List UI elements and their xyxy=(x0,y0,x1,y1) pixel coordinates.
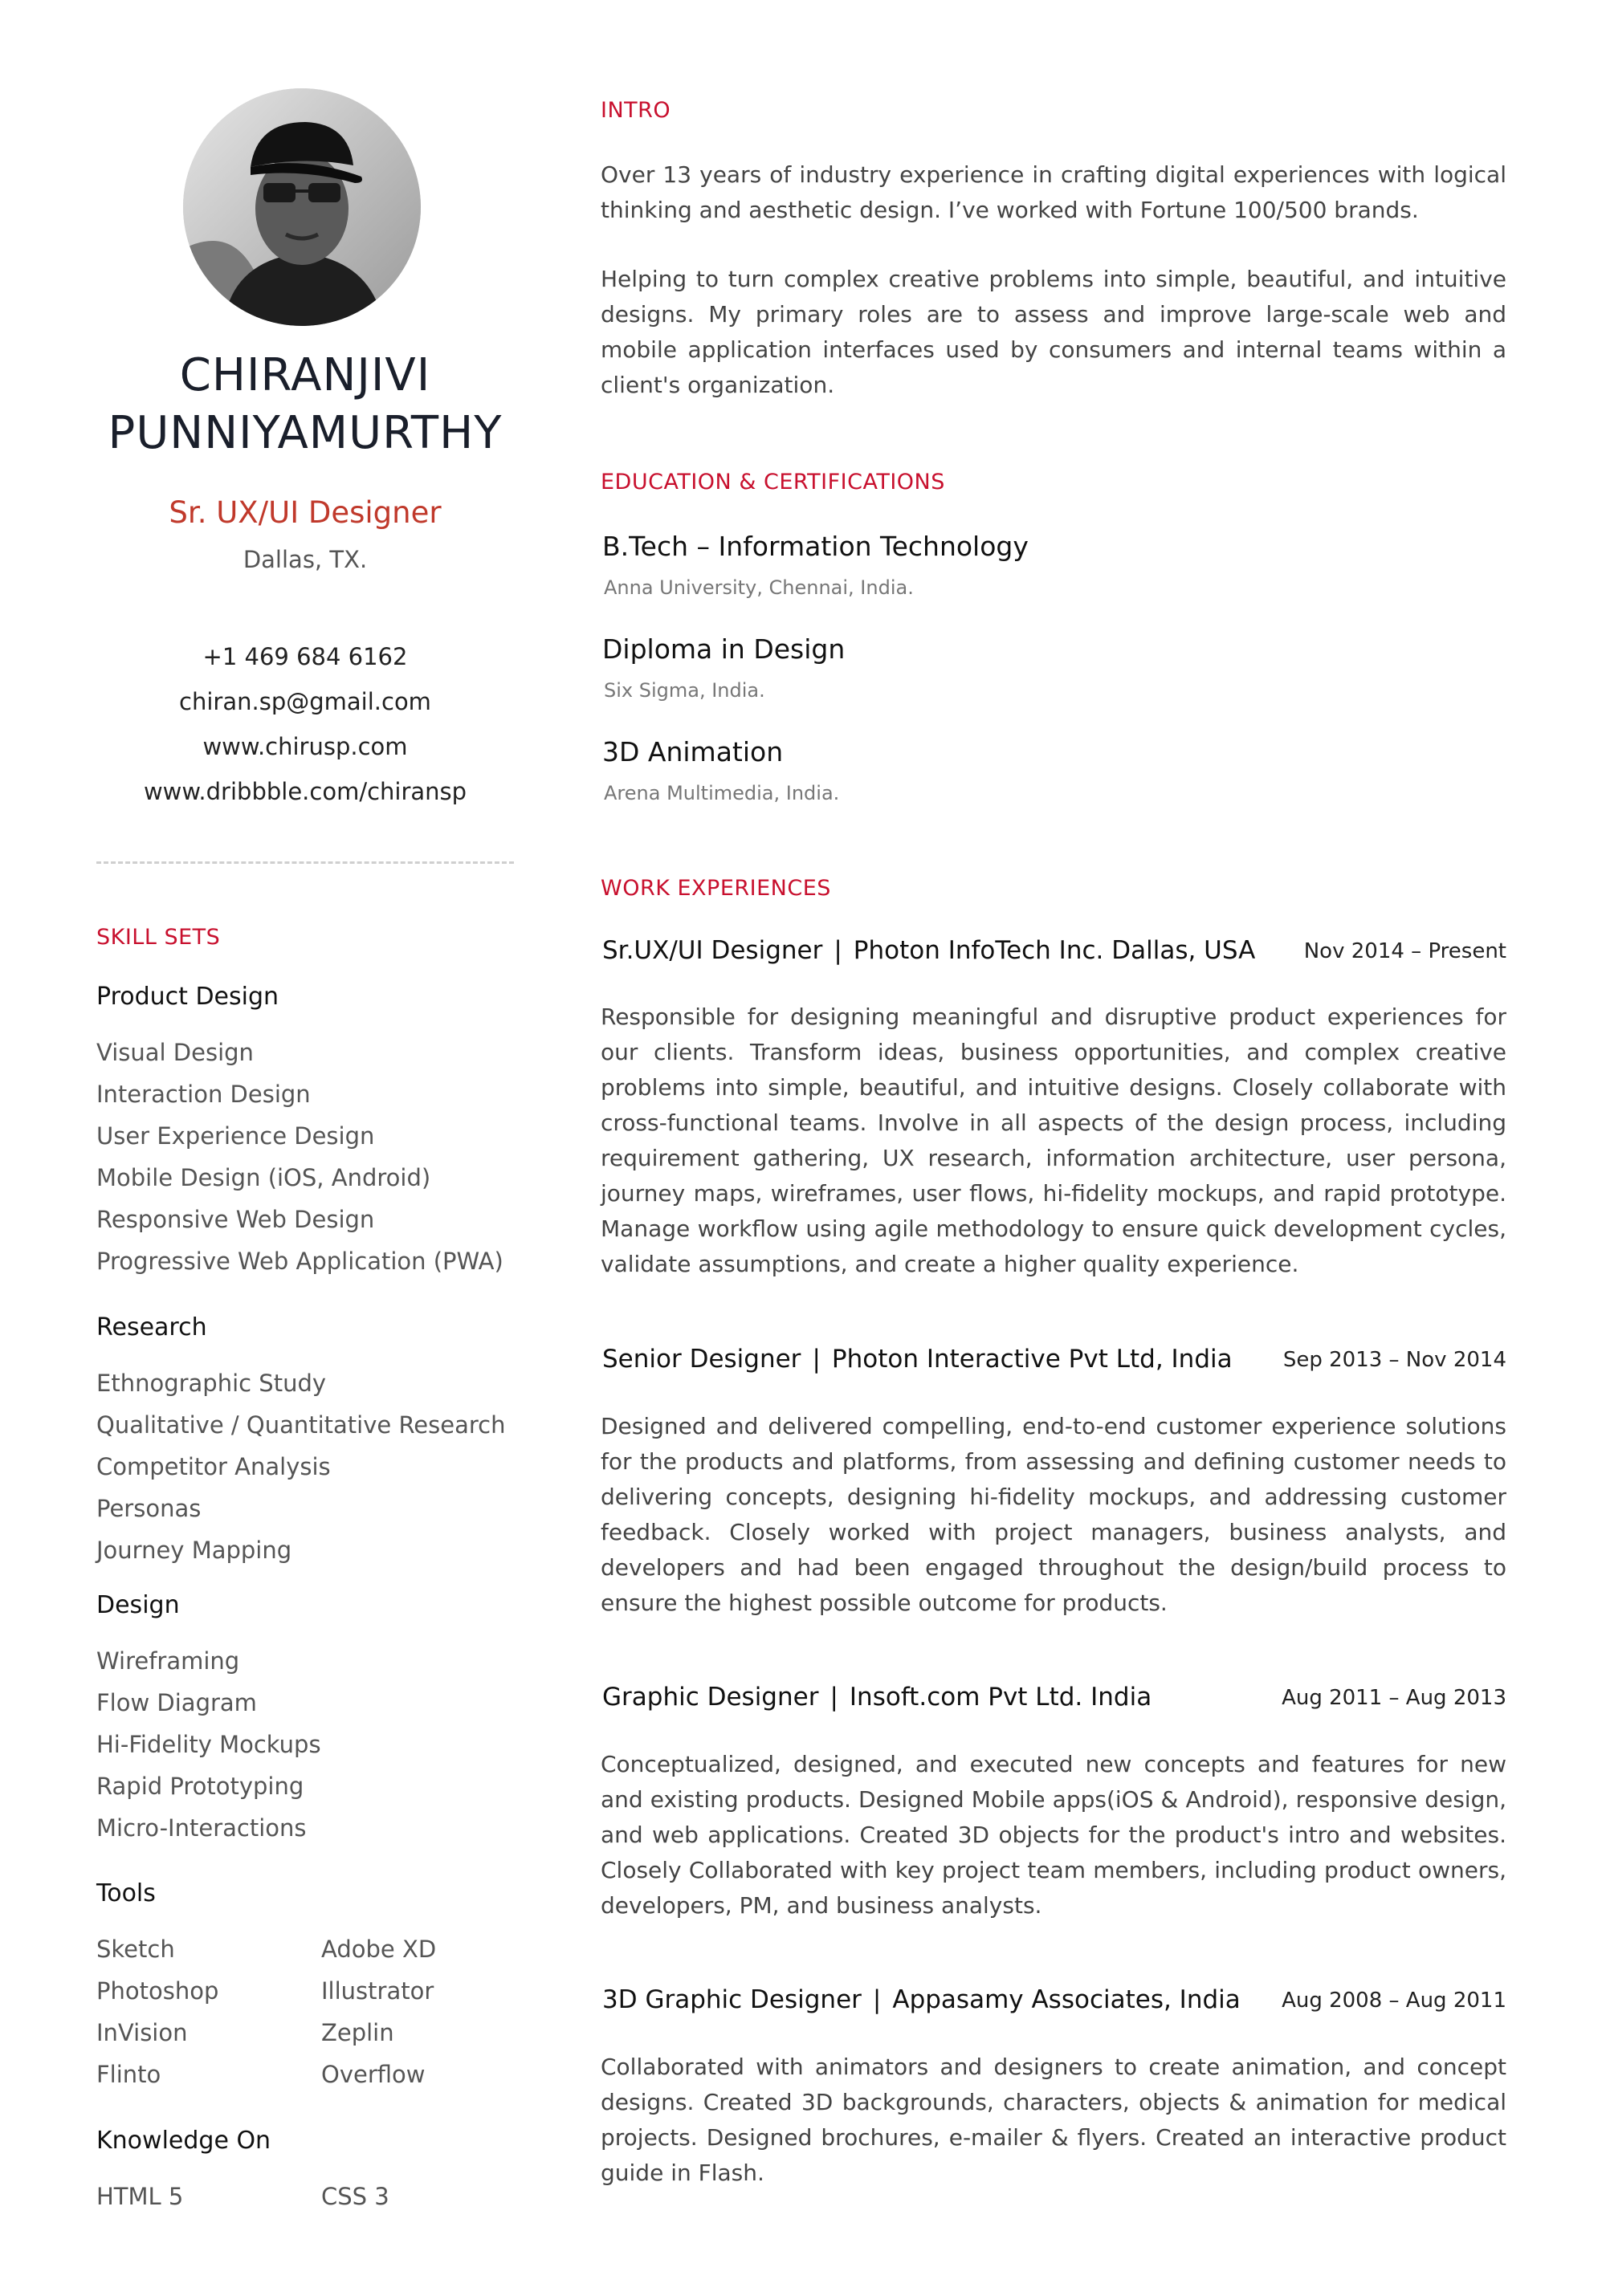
list-item: Adobe XD xyxy=(321,1936,437,1963)
name-last: PUNNIYAMURTHY xyxy=(108,407,503,459)
job-date: Aug 2011 – Aug 2013 xyxy=(1282,1686,1506,1710)
contact-info xyxy=(96,634,514,814)
list-item: Micro-Interactions xyxy=(96,1814,307,1842)
list-item: Progressive Web Application (PWA) xyxy=(96,1248,503,1275)
education-institution: Six Sigma, India. xyxy=(604,679,765,702)
education-title: 3D Animation xyxy=(602,736,784,767)
list-item: Visual Design xyxy=(96,1039,254,1066)
education-institution: Anna University, Chennai, India. xyxy=(604,576,914,599)
full-name xyxy=(96,347,514,462)
email-link[interactable]: chiran.sp@gmail.com xyxy=(179,688,431,715)
list-item: Hi-Fidelity Mockups xyxy=(96,1731,321,1758)
job-description: Designed and delivered compelling, end-to-end customer experience solutions for the products and platforms, from assessing and defining customer needs to delivering concepts, designing hi-fidelity mockups, and addressing customer feedback. Closely worked with project managers, business analysts, and developers and had been engaged throughout the design/build process to ensure the highest possible outcome for products. xyxy=(601,1413,1506,1616)
list-item: User Experience Design xyxy=(96,1122,375,1150)
skill-list-knowledge xyxy=(96,2176,514,2217)
job-description: Responsible for designing meaningful and disruptive product experiences for our clients. Transform ideas, business opportunities, and complex creative problems into simple, beautiful, and intuitive designs. Closely collaborate with cross-functional teams. Involve in all aspects of the design process, including requirement gathering, UX research, information architecture, user persona, journey maps, wireframes, user flows, hi-fidelity mockups, and rapid prototype. Manage workflow using agile methodology to ensure quick development cycles, validate assumptions, and create a higher quality experience. xyxy=(601,1003,1506,1277)
website-link[interactable]: www.chirusp.com xyxy=(202,733,408,760)
skill-list-design xyxy=(96,1640,321,1849)
job-description: Collaborated with animators and designers to create animation, and concept designs. Created 3D backgrounds, characters, objects & animation for medical projects. Designed brochures, e-mailer & flyers. Created an interactive product guide in Flash. xyxy=(601,2054,1506,2186)
intro-paragraph-1: Over 13 years of industry experience in crafting digital experiences with logical thinking and aesthetic design. I’ve worked with Fortune 100/500 brands. xyxy=(601,161,1506,223)
education-title: B.Tech – Information Technology xyxy=(602,531,1029,562)
intro-paragraph-2: Helping to turn complex creative problems into simple, beautiful, and intuitive designs. My primary roles are to assess and improve large-scale web and mobile application interfaces used by consumers and internal teams within a client's organization. xyxy=(601,266,1506,398)
skill-group-knowledge: Knowledge On xyxy=(96,2127,271,2155)
phone-number[interactable]: +1 469 684 6162 xyxy=(202,643,408,670)
list-item: Photoshop xyxy=(96,1977,219,2005)
skills-heading: SKILL SETS xyxy=(96,925,221,950)
education-heading: EDUCATION & CERTIFICATIONS xyxy=(601,470,945,495)
job-role: Sr. UX/UI Designer xyxy=(169,495,442,530)
job-date: Sep 2013 – Nov 2014 xyxy=(1282,1348,1506,1372)
job-company: Appasamy Associates, India xyxy=(892,1985,1241,2014)
list-item: Sketch xyxy=(96,1936,175,1963)
list-item: Personas xyxy=(96,1495,202,1522)
list-item: CSS 3 xyxy=(321,2183,389,2210)
job-role: Graphic Designer xyxy=(602,1683,819,1712)
avatar xyxy=(183,88,421,326)
job-title: Sr.UX/UI Designer | Photon InfoTech Inc. Dallas, USA xyxy=(602,936,1256,965)
skill-list-research xyxy=(96,1362,505,1571)
job-role: Senior Designer xyxy=(602,1345,801,1374)
work-heading: WORK EXPERIENCES xyxy=(601,876,831,901)
job-date: Nov 2014 – Present xyxy=(1303,939,1506,963)
skill-list-product-design xyxy=(96,1032,503,1282)
list-item: Flow Diagram xyxy=(96,1689,257,1716)
education-institution: Arena Multimedia, India. xyxy=(604,782,840,804)
list-item: HTML 5 xyxy=(96,2183,184,2210)
skill-group-tools: Tools xyxy=(96,1879,156,1907)
list-item: Mobile Design (iOS, Android) xyxy=(96,1164,431,1191)
list-item: InVision xyxy=(96,2019,188,2046)
job-title: 3D Graphic Designer | Appasamy Associates, India xyxy=(602,1985,1241,2014)
job-company: Insoft.com Pvt Ltd. India xyxy=(849,1683,1152,1712)
skill-group-design: Design xyxy=(96,1591,180,1619)
education-title: Diploma in Design xyxy=(602,633,846,665)
profile-photo xyxy=(183,88,421,326)
list-item: Illustrator xyxy=(321,1977,434,2005)
list-item: Wireframing xyxy=(96,1647,240,1675)
list-item: Responsive Web Design xyxy=(96,1206,375,1233)
skill-group-product-design: Product Design xyxy=(96,983,279,1011)
list-item: Zeplin xyxy=(321,2019,394,2046)
job-title: Senior Designer | Photon Interactive Pvt Ltd, India xyxy=(602,1345,1233,1374)
dribbble-link[interactable]: www.dribbble.com/chiransp xyxy=(143,778,467,805)
list-item: Journey Mapping xyxy=(96,1537,292,1564)
job-role: 3D Graphic Designer xyxy=(602,1985,862,2014)
skill-list-tools xyxy=(96,1928,514,2095)
job-title: Graphic Designer | Insoft.com Pvt Ltd. India xyxy=(602,1683,1152,1712)
name-first: CHIRANJIVI xyxy=(179,349,431,401)
list-item: Flinto xyxy=(96,2061,161,2088)
location: Dallas, TX. xyxy=(243,546,368,573)
list-item: Interaction Design xyxy=(96,1081,311,1108)
intro-heading: INTRO xyxy=(601,98,671,123)
list-item: Competitor Analysis xyxy=(96,1453,331,1480)
job-company: Photon Interactive Pvt Ltd, India xyxy=(831,1345,1233,1374)
list-item: Ethnographic Study xyxy=(96,1370,327,1397)
skill-group-research: Research xyxy=(96,1313,207,1341)
list-item: Qualitative / Quantitative Research xyxy=(96,1411,506,1439)
job-role: Sr.UX/UI Designer xyxy=(602,936,823,965)
divider xyxy=(96,861,514,864)
list-item: Overflow xyxy=(321,2061,426,2088)
job-description: Conceptualized, designed, and executed new concepts and features for new and existing products. Designed Mobile apps(iOS & Android), responsive design, and web applications. Created 3D objects for the product's intro and websites. Closely Collaborated with key project team members, including product owners, developers, PM, and business analysts. xyxy=(601,1751,1506,1919)
job-company: Photon InfoTech Inc. Dallas, USA xyxy=(853,936,1256,965)
list-item: Rapid Prototyping xyxy=(96,1773,304,1800)
job-date: Aug 2008 – Aug 2011 xyxy=(1282,1989,1506,2013)
